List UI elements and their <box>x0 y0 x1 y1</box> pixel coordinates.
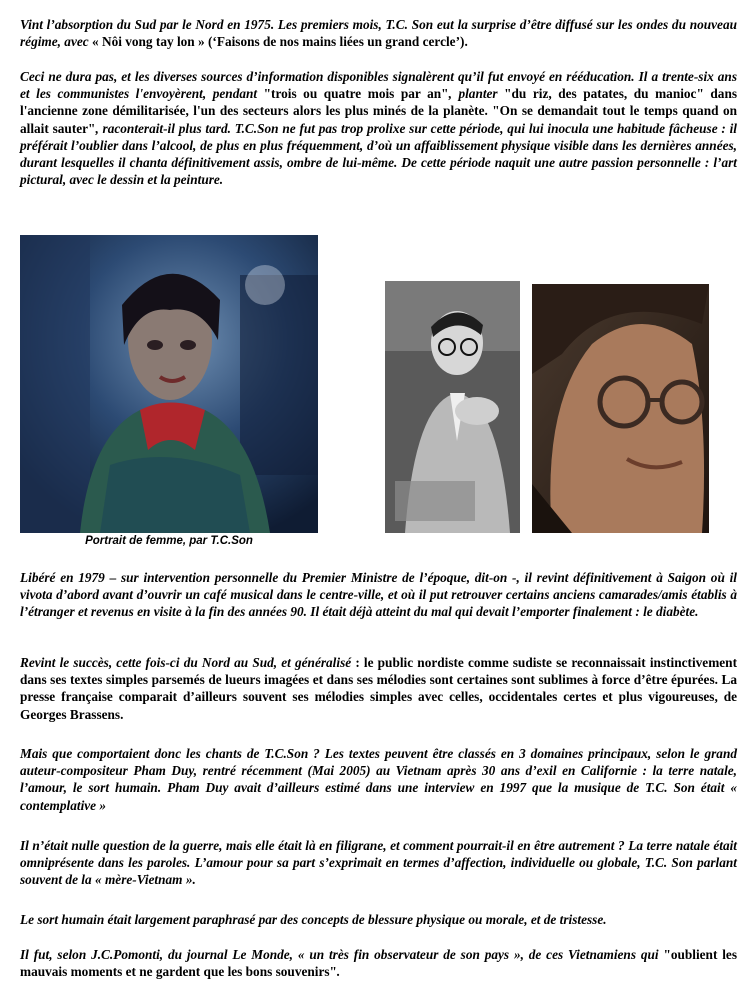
p2-text-c: , planter <box>448 86 505 102</box>
portrait-painting-image <box>20 235 318 533</box>
paragraph-2 <box>20 68 737 188</box>
p2-quote-2: "du riz, des patates, du manioc" <box>504 86 704 102</box>
color-photo-image <box>532 284 709 533</box>
p2-text-g: , raconterait-il plus tard. T.C.Son ne fut pas trop prolixe sur cette période, qui lui inocula une habitude fâcheuse : il préférait l’oublier dans l’alcool, de plus en plus fréquemment, d’où un affaiblissement physique visible dans les dernières années, durant lesquelles il chanta définitivement assis, ombre de lui-même. De cette période naquit une autre passion personnelle : l’art pictural, avec le dessin et la peinture. <box>20 120 737 188</box>
bw-photo-image <box>385 281 520 533</box>
p1-song-title: « Nôi vong tay lon » (‘Faisons de nos mains liées un grand cercle’). <box>92 34 468 50</box>
p2-text-e: dans l'ancienne zone démilitarisée, l'un des secteurs alors les plus minés de la planète. <box>20 86 738 119</box>
p1-text: Vint l’absorption du Sud par le Nord en 1975. Les premiers mois, T.C. Son eut la surprise d’être diffusé sur les ondes du nouveau régime, avec <box>20 17 737 50</box>
paragraph-6: Il n’était nulle question de la guerre, mais elle était là en filigrane, et comment pourrait-il en être autrement ? La terre natale était omniprésente dans les paroles. L’amour pour sa part s’exprimait en termes d’affection, individuelle ou globale, T.C. Son parlant souvent de la « mère-Vietnam ». <box>20 838 737 888</box>
p8-text-a: Il fut, selon J.C.Pomonti, du journal Le Monde, « un très fin observateur de son pays », de ces Vietnamiens qui <box>20 947 664 962</box>
p2-text-a: Ceci ne dura pas, et les diverses sources d’information disponibles signalèrent qu’il fut envoyé en rééducation. Il a trente-six ans et les communistes l'envoyèrent, pendant <box>20 69 737 102</box>
painting-caption: Portrait de femme, par T.C.Son <box>85 535 253 547</box>
paragraph-8 <box>20 946 737 980</box>
p2-quote-1: "trois ou quatre mois par an" <box>263 86 449 102</box>
paragraph-1 <box>20 16 737 50</box>
p4-text-a: Revint le succès, cette fois-ci du Nord au Sud, et généralisé <box>20 655 352 670</box>
paragraph-4 <box>20 654 737 723</box>
paragraph-3: Libéré en 1979 – sur intervention personnelle du Premier Ministre de l’époque, dit-on -, il revint définitivement à Saigon où il vivota d’abord avant d’ouvrir un café musical dans le centre-ville, et où il put retrouver certains anciens camarades/amis établis à l’étranger et revenus en visite à la fin des années 90. Il était déjà atteint du mal qui devait l’emporter finalement : le diabète. <box>20 570 737 620</box>
p2-quote-3: "On se demandait tout le temps quand on allait sauter" <box>20 103 737 136</box>
paragraph-7: Le sort humain était largement paraphrasé par des concepts de blessure physique ou morale, et de tristesse. <box>20 912 607 927</box>
p4-text-b: : le public nordiste comme sudiste se reconnaissait instinctivement dans ses textes simples parsemés de lueurs imagées et dans ses mélodies sont certaines sont sublimes à force d’être épurées. La presse française comparait d’ailleurs souvent ses mélodies simples avec celles, occidentales certes et plus vigoureuses, de Georges Brassens. <box>20 655 738 722</box>
p8-quote: "oublient les mauvais moments et ne gardent que les bons souvenirs" <box>20 947 737 980</box>
p8-text-c: . <box>336 964 341 980</box>
paragraph-5: Mais que comportaient donc les chants de T.C.Son ? Les textes peuvent être classés en 3 domaines principaux, selon le grand auteur-compositeur Pham Duy, rentré récemment (Mai 2005) au Vietnam après 30 ans d’exil en Californie : la terre natale, l’amour, le sort humain. Pham Duy avait d’ailleurs estimé dans une interview en 1997 que la musique de T.C. Son était « contemplative » <box>20 746 737 813</box>
